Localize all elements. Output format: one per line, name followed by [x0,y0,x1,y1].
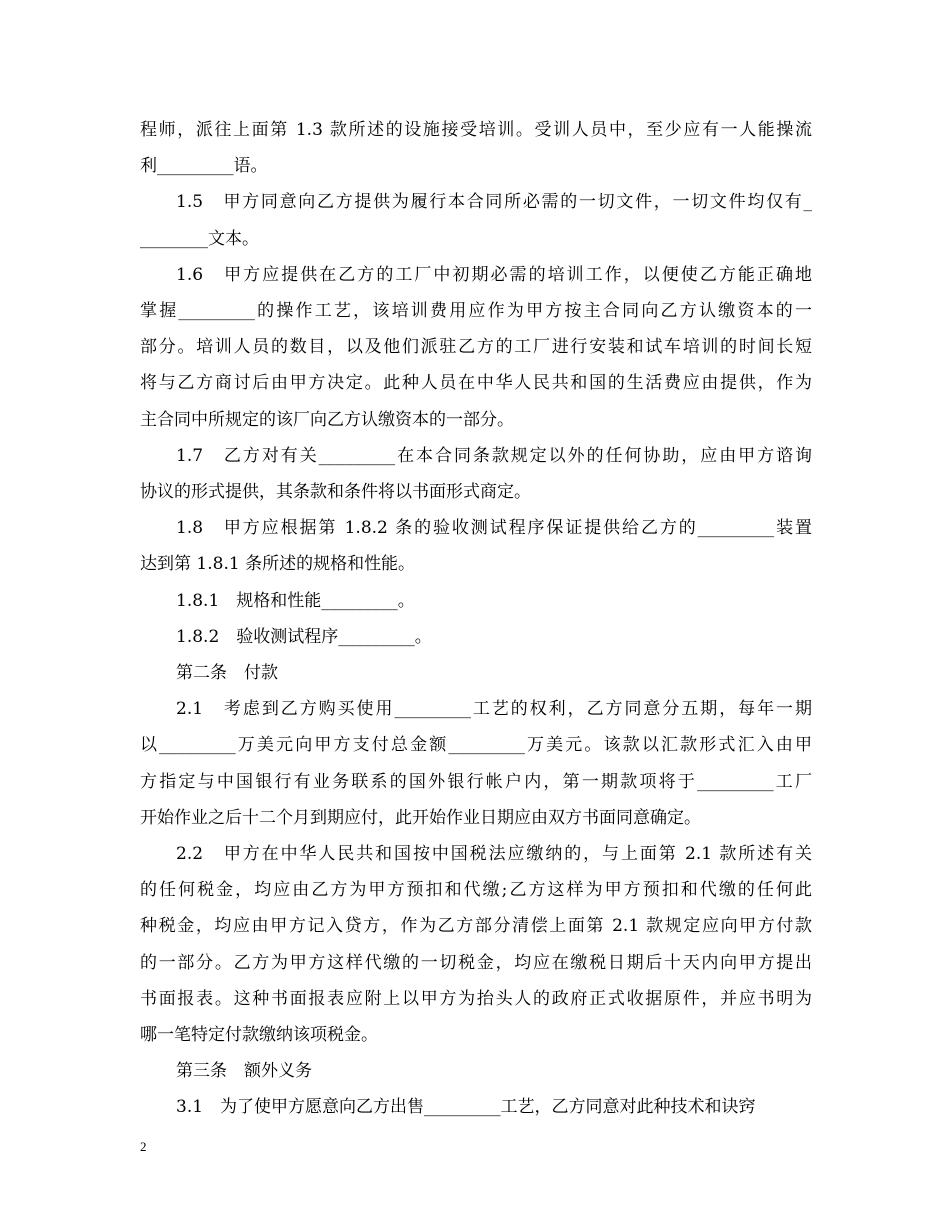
section-heading [140,655,812,691]
text-line: 3.1 为了使甲方愿意向乙方出售_________工艺，乙方同意对此种技术和诀窍 [176,1097,756,1118]
text-line: 的任何税金，均应由乙方为甲方预扣和代缴;乙方这样为甲方预扣和代缴的任何此 [140,880,812,901]
text-line: 方指定与中国银行有业务联系的国外银行帐户内，第一期款项将于_________工厂 [140,771,812,792]
text-line: 部分。培训人员的数目，以及他们派驻乙方的工厂进行安装和试车培训的时间长短 [140,337,812,358]
paragraph [140,836,812,1053]
text-line: 利_________语。 [140,156,268,177]
paragraph [140,691,812,836]
paragraph [140,583,812,619]
paragraph [140,112,812,184]
text-line: 种税金，均应由甲方记入贷方，作为乙方部分清偿上面第 2.1 款规定应向甲方付款 [140,916,812,937]
paragraph [140,619,812,655]
text-line: 程师，派往上面第 1.3 款所述的设施接受培训。受训人员中，至少应有一人能操流 [140,120,812,140]
text-line: 1.7 乙方对有关_________在本合同条款规定以外的任何协助，应由甲方谘询 [176,445,812,466]
text-line: 第二条 付款 [176,663,278,684]
text-line: 掌握_________的操作工艺，该培训费用应作为甲方按主合同向乙方认缴资本的一 [140,301,812,322]
text-line: 1.6 甲方应提供在乙方的工厂中初期必需的培训工作，以便使乙方能正确地 [176,264,812,285]
paragraph [140,184,812,256]
page-number: 2 [140,1139,147,1154]
text-line: 达到第 1.8.1 条所述的规格和性能。 [140,554,416,575]
text-line: 2.1 考虑到乙方购买使用_________工艺的权利，乙方同意分五期，每年一期 [176,699,812,720]
section-heading [140,1053,812,1089]
text-line: 1.5 甲方同意向乙方提供为履行本合同所必需的一切文件，一切文件均仅有_ [176,192,812,213]
text-line: 1.8.2 验收测试程序_________。 [176,626,432,647]
document-body [140,112,812,1126]
paragraph [140,1089,812,1125]
text-line: 1.8 甲方应根据第 1.8.2 条的验收测试程序保证提供给乙方的_________装置 [176,518,812,539]
paragraph [140,257,812,438]
text-line: ________文本。 [140,228,259,249]
text-line: 主合同中所规定的该厂向乙方认缴资本的一部分。 [140,409,514,430]
text-line: 第三条 额外义务 [176,1061,312,1082]
text-line: 的一部分。乙方为甲方这样代缴的一切税金，均应在缴税日期后十天内向甲方提出 [140,952,812,973]
text-line: 开始作业之后十二个月到期应付，此开始作业日期应由双方书面同意确定。 [140,807,701,828]
text-line: 以_________万美元向甲方支付总金额_________万美元。该款以汇款形式汇入由甲 [140,735,812,756]
text-line: 哪一笔特定付款缴纳该项税金。 [140,1025,378,1046]
text-line: 1.8.1 规格和性能_________。 [176,590,415,611]
text-line: 将与乙方商讨后由甲方决定。此种人员在中华人民共和国的生活费应由提供，作为 [140,373,812,394]
paragraph [140,510,812,582]
text-line: 书面报表。这种书面报表应附上以甲方为抬头人的政府正式收据原件，并应书明为 [140,988,812,1009]
text-line: 协议的形式提供，其条款和条件将以书面形式商定。 [140,482,531,503]
text-line: 2.2 甲方在中华人民共和国按中国税法应缴纳的，与上面第 2.1 款所述有关 [176,844,812,865]
paragraph [140,438,812,510]
